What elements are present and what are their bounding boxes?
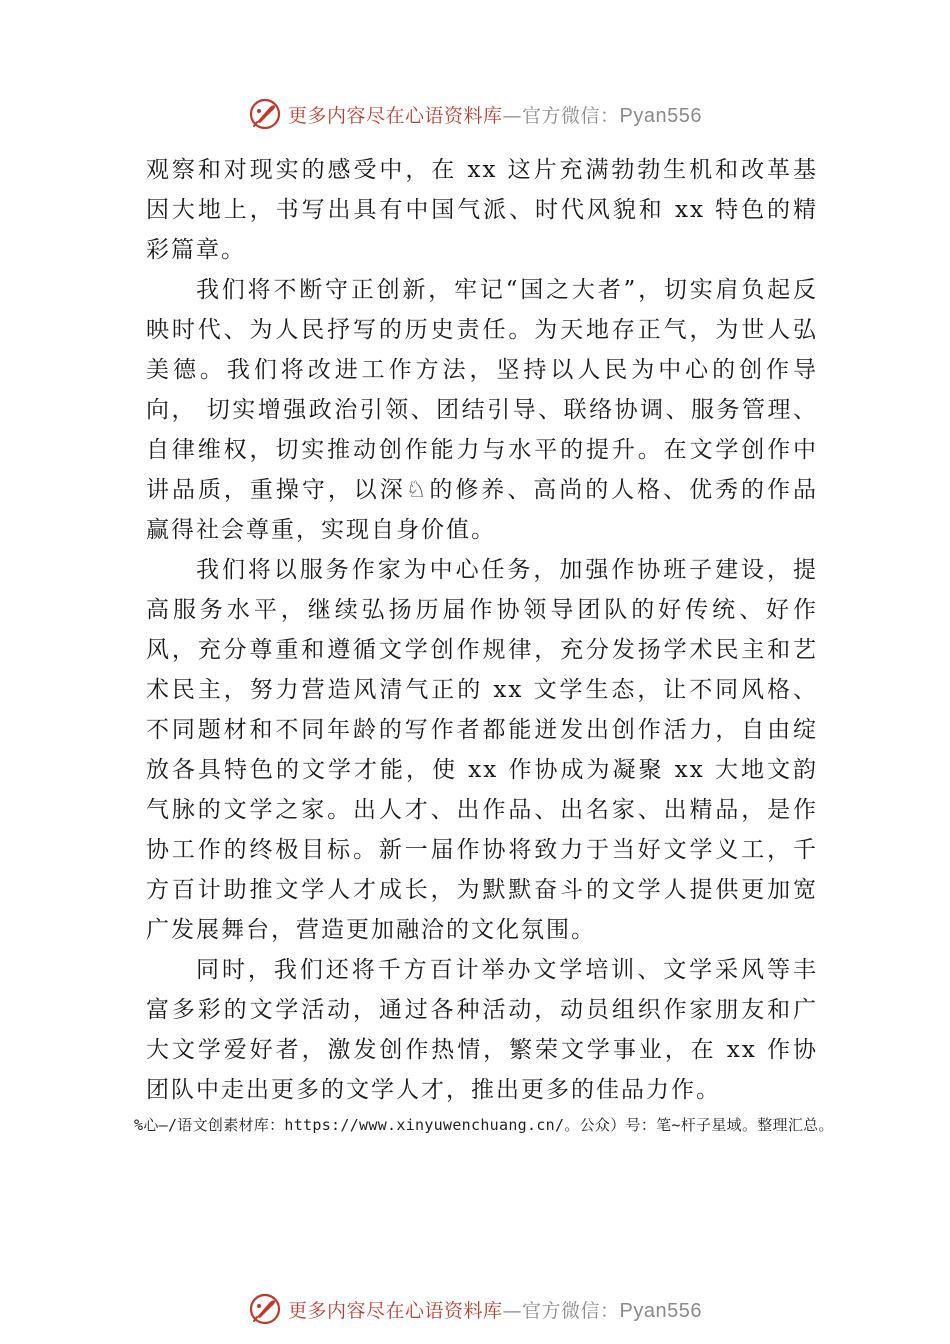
paragraph-service: 我们将以服务作家为中心任务，加强作协班子建设，提高服务水平，继续弘扬历届作协领导团队的好传统、好作风，充分尊重和遵循文学创作规律，充分发扬学术民主和艺术民主，努力营造风清气正的 xx 文学生态，让不同风格、不同题材和不同年龄的写作者都能迸发出创作活力，自由绽放各具特色的文学才能，使 xx 作协成为凝聚 xx 大地文韵气脉的文学之家。出人才、出作品、出名家、出精品，是作协工作的终极目标。新一届作协将致力于当好文学义工，千方百计助推文学人才成长，为默默奋斗的文学人提供更加宽广发展舞台，营造更加融洽的文化氛围。 xyxy=(146,557,818,943)
header-dash: — xyxy=(502,104,523,127)
document-body xyxy=(146,150,818,1110)
source-note: %心—/语文创素材库：https://www.xinyuwenchuang.cn/。公众）号：笔~杆子星域。整理汇总。 xyxy=(134,1116,834,1134)
footer-brand xyxy=(248,1292,702,1326)
footer-brand-text xyxy=(288,1296,702,1323)
quill-pen-circle-logo-icon xyxy=(248,97,282,131)
page-footer xyxy=(0,1289,950,1329)
header-brand-text xyxy=(288,101,702,128)
footer-wechat-label: 官方微信： xyxy=(522,1299,620,1322)
quill-pen-circle-logo-icon xyxy=(248,1292,282,1326)
header-brand xyxy=(248,97,702,131)
footer-dash: — xyxy=(502,1299,523,1322)
paragraph-responsibility: 我们将不断守正创新，牢记“国之大者”，切实肩负起反映时代、为人民抒写的历史责任。为天地存正气，为世人弘美德。我们将改进工作方法，坚持以人民为中心的创作导向， 切实增强政治引领、团结引导、联络协调、服务管理、自律维权，切实推动创作能力与水平的提升。在文学创作中讲品质，重操守，以深♘的修养、高尚的人格、优秀的作品赢得社会尊重，实现自身价值。 xyxy=(146,277,818,543)
header-brand-main: 更多内容尽在心语资料库 xyxy=(288,104,503,127)
page-header xyxy=(0,94,950,134)
footer-brand-main: 更多内容尽在心语资料库 xyxy=(288,1299,503,1322)
paragraph-activities: 同时，我们还将千方百计举办文学培训、文学采风等丰富多彩的文学活动，通过各种活动，动员组织作家朋友和广大文学爱好者，激发创作热情，繁荣文学事业，在 xx 作协团队中走出更多的文学人才，推出更多的佳品力作。 xyxy=(146,957,818,1103)
header-wechat-id: Pyan556 xyxy=(619,104,702,127)
footer-wechat-id: Pyan556 xyxy=(619,1299,702,1322)
paragraph-continuation: 观察和对现实的感受中，在 xx 这片充满勃勃生机和改革基因大地上，书写出具有中国气派、时代风貌和 xx 特色的精彩篇章。 xyxy=(146,157,818,263)
header-wechat-label: 官方微信： xyxy=(522,104,620,127)
